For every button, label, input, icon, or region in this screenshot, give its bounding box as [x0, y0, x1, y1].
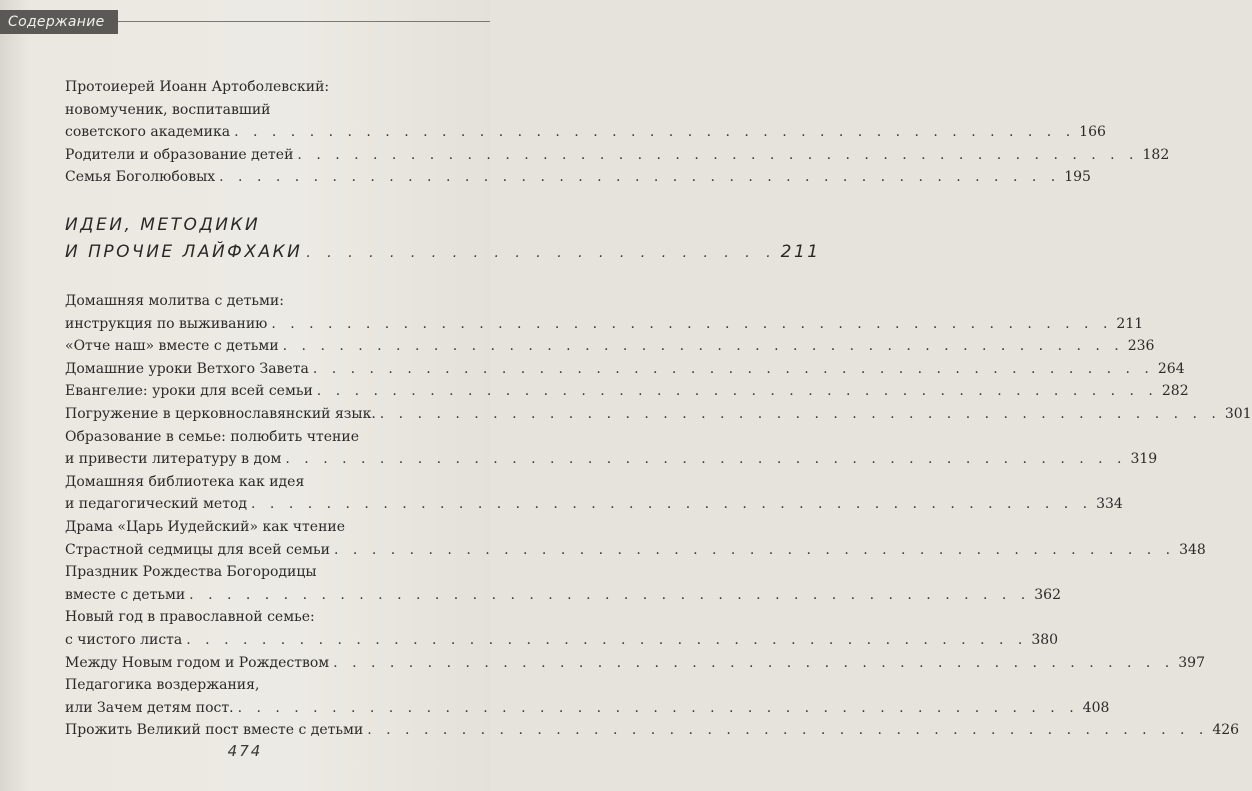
toc-entry-line: [65, 313, 1144, 335]
leader-dots: . . . . . . . . . . . . . . . . . . . . . . . . . . . . . . . . . . . . . . . . . . . . .: [312, 360, 1154, 377]
leader-dots: . . . . . . . . . . . . . . . . . . . . . . . . . . . . . . . . . . . . . . . . . . . . .: [316, 383, 1158, 400]
toc-entry-line: [65, 166, 1091, 188]
toc-entry-line: [65, 561, 461, 583]
toc-entry-line: [65, 539, 1206, 561]
leader-dots: . . . . . . . . . . . . . . . . . . . . . . . . . . . . . . . . . . . . . . . . . . . . .: [234, 124, 1076, 141]
toc-entry-line: [65, 719, 1240, 741]
toc-entry-text: инструкция по выживанию: [65, 315, 268, 332]
section-title-line-1: ИДЕИ, МЕТОДИКИ: [65, 215, 261, 235]
toc-page-number: 348: [1179, 541, 1206, 558]
toc-entry-line: [65, 335, 1155, 357]
toc-entry-line: [65, 606, 461, 628]
toc-page-number: 362: [1034, 586, 1061, 603]
leader-dots: . . . . . . . . . . . . . . . . . . . . . . . . . . . . . . . . . . . . . . . . . . . . .: [186, 632, 1028, 648]
toc-page-number: 397: [1178, 654, 1205, 671]
toc-entry-text: Домашние уроки Ветхого Завета: [65, 360, 309, 377]
toc-entry-text: Между Новым годом и Рождеством: [65, 654, 330, 671]
toc-entry-line: [65, 121, 1106, 143]
section-leader-dots: . . . . . . . . . . . . . . . . . . . . . . .: [306, 245, 777, 261]
toc-entry-line: [65, 290, 461, 312]
toc-entry-line: [65, 674, 461, 696]
leader-dots: . . . . . . . . . . . . . . . . . . . . . . . . . . . . . . . . . . . . . . . . . . . . .: [297, 146, 1139, 163]
toc-entry-line: [65, 99, 461, 121]
toc-entry-text: или Зачем детям пост.: [65, 699, 234, 716]
leader-dots: . . . . . . . . . . . . . . . . . . . . . . . . . . . . . . . . . . . . . . . . . . . . .: [367, 722, 1209, 739]
toc-entry-text: Страстной седмицы для всей семьи: [65, 541, 331, 558]
toc-page-number: 236: [1127, 338, 1155, 355]
toc-entry-text: Праздник Рождества Богородицы: [65, 564, 317, 581]
toc-entry-text: «Отче наш» вместе с детьми: [65, 338, 279, 355]
toc-page-number: 380: [1031, 632, 1059, 648]
leader-dots: . . . . . . . . . . . . . . . . . . . . . . . . . . . . . . . . . . . . . . . . . . . . .: [271, 315, 1113, 332]
toc-entry-line: [65, 471, 461, 493]
toc-entry-text: Прожить Великий пост вместе с детьми: [65, 722, 364, 739]
toc-entry-line: [65, 652, 1205, 674]
toc-entry-line: [65, 358, 1185, 380]
toc-entry-text: Евангелие: уроки для всей семьи: [65, 383, 313, 400]
toc-page-number: 426: [1212, 722, 1240, 739]
toc-page-number: 195: [1064, 169, 1091, 186]
toc-entry-line: [65, 403, 1252, 425]
section-page-number: 211: [780, 242, 821, 262]
toc-entry-line: [65, 493, 1123, 515]
toc-entry-text: Погружение в церковнославянский язык.: [65, 406, 376, 422]
toc-entry-text: с чистого листа: [65, 632, 183, 648]
leader-dots: . . . . . . . . . . . . . . . . . . . . . . . . . . . . . . . . . . . . . . . . . . . . .: [219, 169, 1061, 186]
toc-entry-line: [65, 584, 1061, 606]
toc-entry-line: [65, 448, 1158, 470]
toc-entry-line: [65, 380, 1189, 402]
toc-entry-text: и привести литературу в дом: [65, 451, 282, 468]
toc-entry-line: [65, 629, 1059, 651]
toc-page-number: 301: [1224, 406, 1252, 422]
toc-entry-line: [65, 697, 1110, 719]
toc-page-number: 282: [1161, 383, 1189, 400]
toc-entry-text: Драма «Царь Иудейский» как чтение: [65, 519, 346, 535]
leader-dots: . . . . . . . . . . . . . . . . . . . . . . . . . . . . . . . . . . . . . . . . . . . . .: [282, 338, 1124, 355]
toc-entry-text: советского академика: [65, 124, 231, 141]
toc-entry-text: вместе с детьми: [65, 586, 186, 603]
leader-dots: . . . . . . . . . . . . . . . . . . . . . . . . . . . . . . . . . . . . . . . . . . . . .: [333, 654, 1175, 671]
toc-entry-text: Семья Боголюбовых: [65, 169, 216, 186]
toc-entry-text: Родители и образование детей: [65, 146, 294, 163]
page-number: 474: [227, 742, 263, 760]
leader-dots: . . . . . . . . . . . . . . . . . . . . . . . . . . . . . . . . . . . . . . . . . . . . .: [189, 586, 1031, 603]
toc-entry-text: Новый год в православной семье:: [65, 609, 315, 626]
leader-dots: . . . . . . . . . . . . . . . . . . . . . . . . . . . . . . . . . . . . . . . . . . . . .: [237, 699, 1079, 716]
toc-entry-text: Домашняя молитва с детьми:: [65, 293, 284, 309]
toc-entry-line: [65, 516, 461, 538]
leader-dots: . . . . . . . . . . . . . . . . . . . . . . . . . . . . . . . . . . . . . . . . . . . . .: [379, 406, 1221, 422]
toc-entry-line: [65, 144, 1170, 166]
section-title-text: И ПРОЧИЕ ЛАЙФХАКИ: [65, 242, 303, 262]
toc-entry-text: новомученик, воспитавший: [65, 101, 271, 118]
toc-entry-text: и педагогический метод: [65, 496, 248, 513]
toc-page-number: 408: [1082, 699, 1110, 716]
toc-entry-text: Домашняя библиотека как идея: [65, 473, 305, 490]
toc-entry-text: Педагогика воздержания,: [65, 677, 260, 694]
toc-page-number: 182: [1142, 146, 1170, 163]
toc-page-number: 319: [1130, 451, 1158, 468]
toc-entry-text: Протоиерей Иоанн Артоболевский:: [65, 79, 330, 95]
toc-entry-line: [65, 426, 461, 448]
leader-dots: . . . . . . . . . . . . . . . . . . . . . . . . . . . . . . . . . . . . . . . . . . . . .: [285, 451, 1127, 468]
leader-dots: . . . . . . . . . . . . . . . . . . . . . . . . . . . . . . . . . . . . . . . . . . . . .: [334, 541, 1176, 558]
toc-page-number: 334: [1096, 496, 1123, 513]
toc-page-number: 264: [1157, 360, 1185, 377]
toc-page-number: 211: [1116, 315, 1144, 332]
section-title-line-2: [65, 239, 821, 265]
toc-entry-text: Образование в семье: полюбить чтение: [65, 428, 359, 445]
chapter-header-tab: Содержание: [0, 10, 118, 34]
toc-page-number: 166: [1079, 124, 1106, 141]
leader-dots: . . . . . . . . . . . . . . . . . . . . . . . . . . . . . . . . . . . . . . . . . . . . .: [251, 496, 1093, 513]
toc-entry-line: [65, 76, 461, 98]
